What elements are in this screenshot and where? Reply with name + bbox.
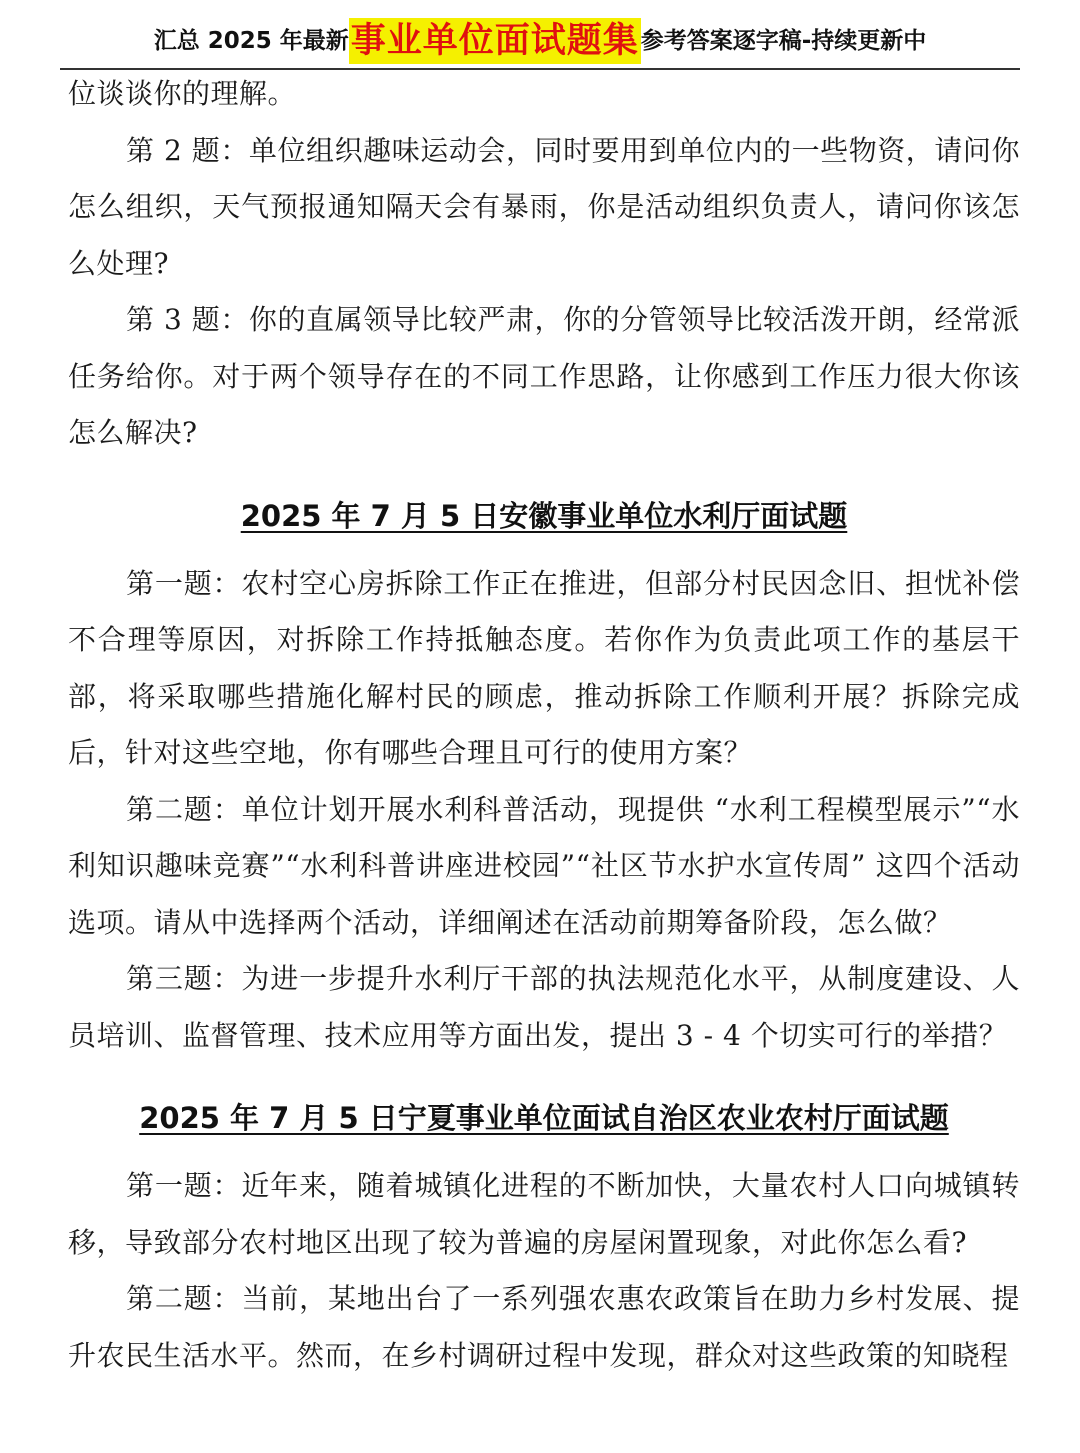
- section-title-anhui: 2025 年 7 月 5 日安徽事业单位水利厅面试题: [240, 498, 848, 533]
- page-header: [60, 14, 1020, 70]
- anhui-question-2: 第二题：单位计划开展水利科普活动，现提供 “水利工程模型展示”“水利知识趣味竞赛”“水利科普讲座进校园”“社区节水护水宣传周” 这四个活动选项。请从中选择两个活动，详细阐述在活动前期筹备阶段，怎么做？: [68, 792, 1020, 939]
- continuation-text: 位谈谈你的理解。: [68, 77, 297, 110]
- anhui-question-1: 第一题：农村空心房拆除工作正在推进，但部分村民因念旧、担忧补偿不合理等原因，对拆除工作持抵触态度。若你作为负责此项工作的基层干部，将采取哪些措施化解村民的顾虑，推动拆除工作顺利开展？拆除完成后，针对这些空地，你有哪些合理且可行的使用方案？: [68, 566, 1020, 769]
- question-3: 第 3 题：你的直属领导比较严肃，你的分管领导比较活泼开朗，经常派任务给你。对于两个领导存在的不同工作思路，让你感到工作压力很大你该怎么解决?: [68, 303, 1020, 449]
- header-suffix: 参考答案逐字稿-持续更新中: [640, 28, 927, 54]
- question-2: 第 2 题：单位组织趣味运动会，同时要用到单位内的一些物资，请问你怎么组织，天气预报通知隔天会有暴雨，你是活动组织负责人，请问你该怎么处理?: [68, 133, 1020, 280]
- anhui-question-3: 第三题：为进一步提升水利厅干部的执法规范化水平，从制度建设、人员培训、监督管理、技术应用等方面出发，提出 3 - 4 个切实可行的举措？: [68, 962, 1020, 1052]
- header-highlight: 事业单位面试题集: [349, 18, 641, 64]
- document-body: [68, 66, 1020, 1384]
- ningxia-question-2: 第二题：当前，某地出台了一系列强农惠农政策旨在助力乡村发展、提升农民生活水平。然而，在乡村调研过程中发现，群众对这些政策的知晓程: [68, 1282, 1020, 1372]
- header-prefix: 汇总 2025 年最新: [153, 28, 349, 54]
- section-title-ningxia: 2025 年 7 月 5 日宁夏事业单位面试自治区农业农村厅面试题: [139, 1101, 949, 1135]
- ningxia-question-1: 第一题：近年来，随着城镇化进程的不断加快，大量农村人口向城镇转移，导致部分农村地区出现了较为普遍的房屋闲置现象，对此你怎么看?: [68, 1169, 1020, 1259]
